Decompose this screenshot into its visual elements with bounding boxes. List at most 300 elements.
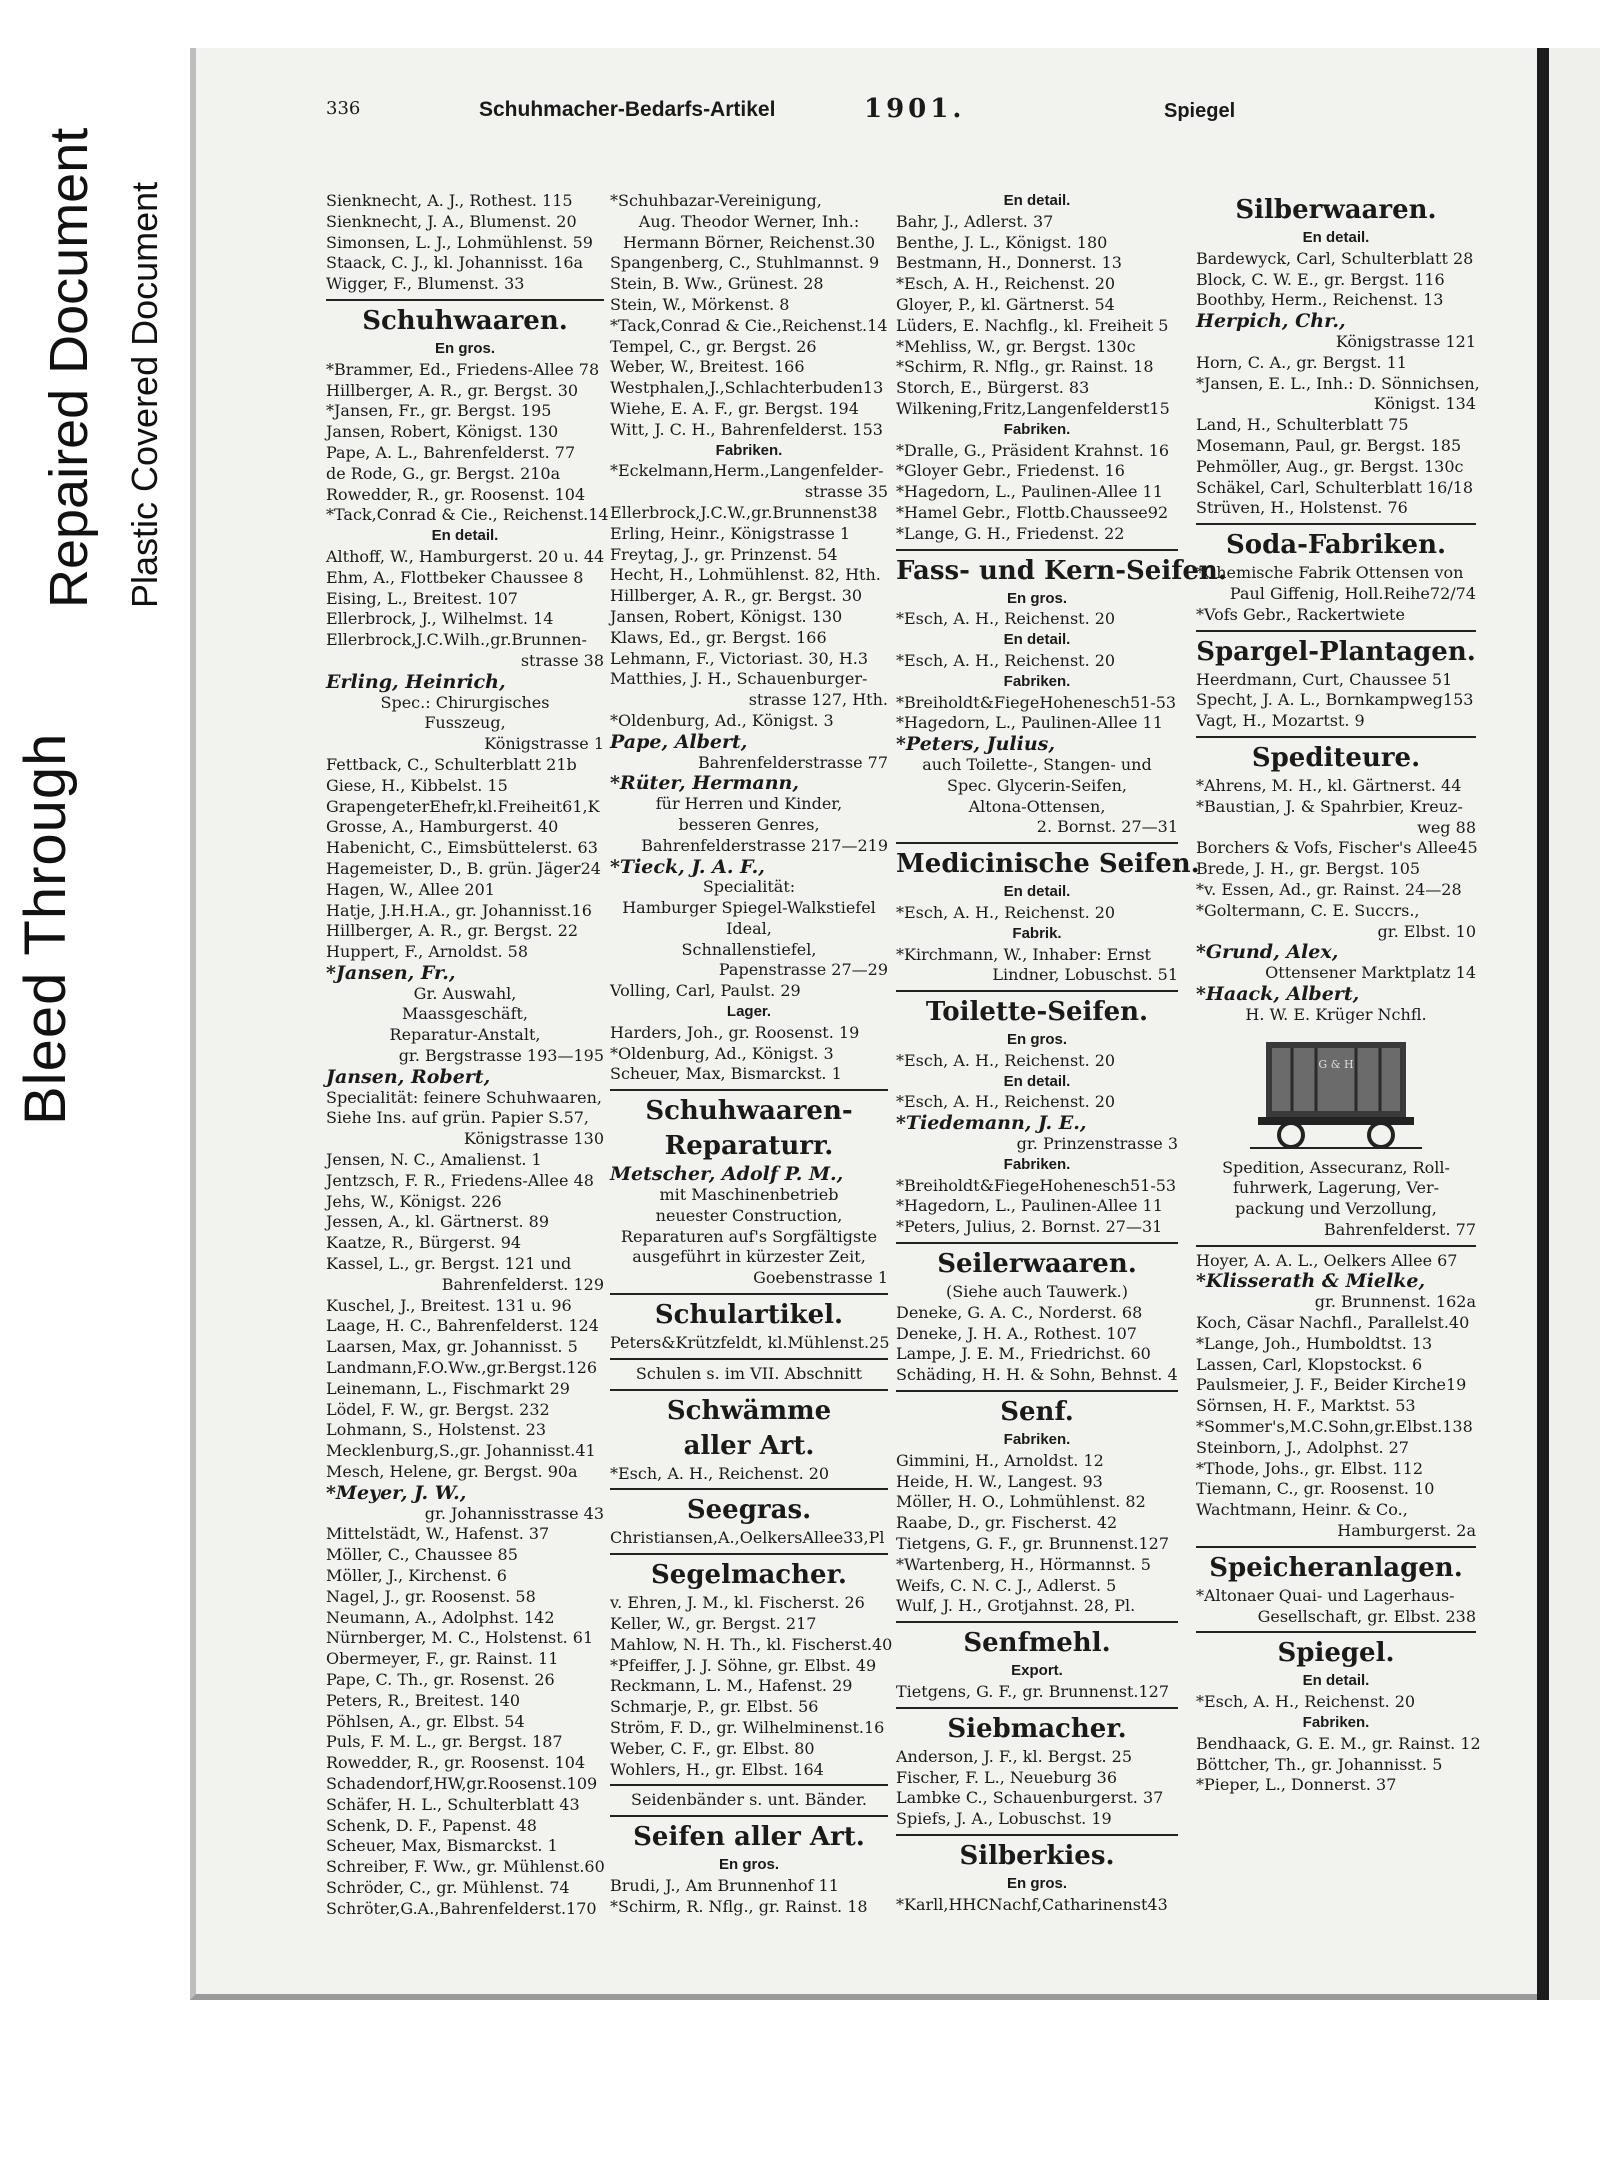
section-rule <box>1196 1245 1476 1247</box>
section-rule <box>896 549 1178 551</box>
entry-line: Deneke, J. H. A., Rothest. 107 <box>896 1323 1137 1343</box>
entry-line: Schröder, C., gr. Mühlenst. 74 <box>326 1877 570 1897</box>
entry-line: Gloyer, P., kl. Gärtnerst. 54 <box>896 294 1115 314</box>
entry-line: Scheuer, Max, Bismarckst. 1 <box>326 1836 558 1856</box>
highlighted-firm: *Rüter, Hermann, <box>610 772 799 795</box>
centered-line: Hamburger Spiegel-Walkstiefel <box>622 898 876 918</box>
entry-line: Simonsen, L. J., Lohmühlenst. 59 <box>326 232 593 252</box>
entry-line: Mesch, Helene, gr. Bergst. 90a <box>326 1462 578 1482</box>
subheading: Fabriken. <box>715 441 783 459</box>
entry-line: Neumann, A., Adolphst. 142 <box>326 1607 555 1627</box>
entry-line: Möller, H. O., Lohmühlenst. 82 <box>896 1492 1146 1512</box>
category-heading: aller Art. <box>683 1430 815 1461</box>
entry-line: Anderson, J. F., kl. Bergst. 25 <box>896 1746 1133 1766</box>
centered-line: Specialität: <box>702 877 796 897</box>
section-rule <box>610 1488 888 1490</box>
entry-line: Pöhlsen, A., gr. Elbst. 54 <box>326 1711 525 1731</box>
entry-line: Schäkel, Carl, Schulterblatt 16/18 <box>1196 477 1474 497</box>
entry-line: Reckmann, L. M., Hafenst. 29 <box>610 1676 853 1696</box>
entry-line: Heide, H. W., Langest. 93 <box>896 1471 1103 1491</box>
entry-line: de Rode, G., gr. Bergst. 210a <box>326 463 561 483</box>
category-heading: Senfmehl. <box>963 1628 1111 1659</box>
section-rule <box>1196 523 1476 525</box>
highlighted-firm: *Peters, Julius, <box>896 733 1055 756</box>
subheading: En gros. <box>1006 1031 1067 1049</box>
entry-line: Borchers & Vofs, Fischer's Allee45 <box>1196 838 1478 858</box>
category-heading: Schuhwaaren. <box>362 305 568 336</box>
entry-line: Möller, C., Chaussee 85 <box>326 1545 518 1565</box>
category-heading: Schwämme <box>666 1395 832 1426</box>
category-heading: Spargel-Plantagen. <box>1196 636 1476 667</box>
entry-line: Matthies, J. H., Schauenburger- <box>610 669 868 689</box>
subheading: Fabriken. <box>1003 672 1071 690</box>
entry-line: Wohlers, H., gr. Elbst. 164 <box>610 1759 824 1779</box>
entry-line: Rowedder, R., gr. Roosenst. 104 <box>326 484 586 504</box>
section-rule <box>896 990 1178 992</box>
entry-line: *Schirm, R. Nflg., gr. Rainst. 18 <box>610 1896 868 1916</box>
entry-line: Schäfer, H. L., Schulterblatt 43 <box>326 1794 580 1814</box>
label-plastic-covered: Plastic Covered Document <box>124 181 165 608</box>
entry-line: Schröter,G.A.,Bahrenfelderst.170 <box>326 1898 597 1918</box>
entry-line: Kuschel, J., Breitest. 131 u. 96 <box>326 1295 572 1315</box>
entry-line: Lampe, J. E. M., Friedrichst. 60 <box>896 1344 1151 1364</box>
subheading: Lager. <box>726 1003 772 1021</box>
category-heading: Seifen aller Art. <box>633 1822 865 1853</box>
entry-line: *Wartenberg, H., Hörmannst. 5 <box>896 1554 1151 1574</box>
entry-line: Laarsen, Max, gr. Johannisst. 5 <box>326 1337 578 1357</box>
book-gutter <box>1537 48 1549 2000</box>
category-heading: Siebmacher. <box>947 1713 1127 1744</box>
entry-line: Bardewyck, Carl, Schulterblatt 28 <box>1196 248 1474 268</box>
entry-line: Bendhaack, G. E. M., gr. Rainst. 12 <box>1196 1733 1481 1753</box>
highlighted-firm: *Haack, Albert, <box>1196 982 1360 1005</box>
category-heading: Toilette-Seifen. <box>925 997 1149 1028</box>
subheading: Fabriken. <box>1003 1431 1071 1449</box>
category-heading: Silberkies. <box>959 1841 1115 1871</box>
entry-line: Lassen, Carl, Klopstockst. 6 <box>1196 1354 1423 1374</box>
entry-line: Pape, A. L., Bahrenfelderst. 77 <box>326 442 576 462</box>
entry-line: Heerdmann, Curt, Chaussee 51 <box>1196 669 1453 689</box>
centered-line: H. W. E. Krüger Nchfl. <box>1245 1004 1427 1024</box>
centered-line: Schulen s. im VII. Abschnitt <box>635 1363 863 1383</box>
entry-line: *Oldenburg, Ad., Königst. 3 <box>610 1043 834 1063</box>
entry-line: Koch, Cäsar Nachfl., Parallelst.40 <box>1196 1313 1470 1333</box>
entry-line: *Pieper, L., Donnerst. 37 <box>1196 1775 1397 1795</box>
entry-line: *Eckelmann,Herm.,Langenfelder- <box>610 461 884 481</box>
entry-line: Wigger, F., Blumenst. 33 <box>326 274 525 294</box>
entry-line: Pehmöller, Aug., gr. Bergst. 130c <box>1196 456 1464 476</box>
entry-line: *Esch, A. H., Reichenst. 20 <box>896 274 1116 294</box>
centered-line: Fusszeug, <box>424 713 506 733</box>
entry-line: Ellerbrock,J.C.W.,gr.Brunnenst38 <box>610 502 878 522</box>
continuation-line: Lindner, Lobuschst. 51 <box>992 965 1178 985</box>
section-rule <box>896 842 1178 844</box>
entry-line: Weber, W., Breitest. 166 <box>610 357 805 377</box>
adjacent-page-edge <box>1549 48 1600 2000</box>
entry-line: *Schirm, R. Nflg., gr. Rainst. 18 <box>896 357 1154 377</box>
centered-line: Ideal, <box>726 918 772 938</box>
centered-line: Aug. Theodor Werner, Inh.: <box>638 211 860 231</box>
section-rule <box>610 1784 888 1786</box>
entry-line: Freytag, J., gr. Prinzenst. 54 <box>610 544 838 564</box>
entry-line: Mosemann, Paul, gr. Bergst. 185 <box>1196 435 1462 455</box>
category-heading: Medicinische Seifen. <box>896 849 1200 880</box>
entry-line: Althoff, W., Hamburgerst. 20 u. 44 <box>326 546 605 566</box>
section-rule <box>896 1390 1178 1392</box>
continuation-line: strasse 38 <box>520 650 604 670</box>
subheading: En gros. <box>434 339 495 357</box>
centered-line: auch Toilette-, Stangen- und <box>922 754 1152 774</box>
entry-line: Leinemann, L., Fischmarkt 29 <box>326 1378 570 1398</box>
entry-line: Tiemann, C., gr. Roosenst. 10 <box>1196 1479 1435 1499</box>
entry-line: Boothby, Herm., Reichenst. 13 <box>1196 290 1444 310</box>
entry-line: Eising, L., Breitest. 107 <box>326 588 518 608</box>
entry-line: Land, H., Schulterblatt 75 <box>1196 415 1409 435</box>
entry-line: Lohmann, S., Holstenst. 23 <box>326 1420 546 1440</box>
subheading: En detail. <box>1302 229 1370 246</box>
centered-line: (Siehe auch Tauwerk.) <box>946 1282 1128 1302</box>
entry-line: *Esch, A. H., Reichenst. 20 <box>896 902 1116 922</box>
continuation-line: gr. Johannisstrasse 43 <box>424 1503 604 1523</box>
entry-line: Spangenberg, C., Stuhlmannst. 9 <box>610 253 880 273</box>
continuation-line: Bahrenfelderst. 77 <box>1323 1219 1476 1239</box>
category-heading: Seilerwaaren. <box>937 1249 1137 1280</box>
entry-line: Peters, R., Breitest. 140 <box>326 1690 520 1710</box>
entry-line: Paulsmeier, J. F., Beider Kirche19 <box>1196 1375 1467 1395</box>
entry-line: Mecklenburg,S.,gr. Johannisst.41 <box>326 1441 596 1461</box>
entry-line: *Oldenburg, Ad., Königst. 3 <box>610 710 834 730</box>
subheading: En gros. <box>718 1856 779 1874</box>
entry-line: *Lange, Joh., Humboldtst. 13 <box>1196 1333 1433 1353</box>
highlighted-firm: Herpich, Chr., <box>1196 310 1346 333</box>
entry-line: Habenicht, C., Eimsbüttelerst. 63 <box>326 838 598 858</box>
continuation-line: gr. Bergstrasse 193—195 <box>398 1046 604 1066</box>
category-heading: Fass- und Kern-Seifen. <box>896 555 1227 586</box>
continuation-line: Königstrasse 130 <box>463 1129 604 1149</box>
section-rule <box>896 1621 1178 1623</box>
entry-line: *Hagedorn, L., Paulinen-Allee 11 <box>896 713 1163 733</box>
highlighted-firm: Jansen, Robert, <box>326 1065 491 1088</box>
entry-line: *Peters, Julius, 2. Bornst. 27—31 <box>896 1217 1163 1237</box>
entry-line: Ehm, A., Flottbeker Chaussee 8 <box>326 567 584 587</box>
wagon-icon <box>1246 1032 1426 1152</box>
category-heading: Schulartikel. <box>654 1300 844 1331</box>
entry-line: Obermeyer, F., gr. Rainst. 11 <box>326 1649 559 1669</box>
running-head-right: Spiegel <box>1164 100 1236 122</box>
column-1 <box>326 191 609 1920</box>
entry-line: Hillberger, A. R., gr. Bergst. 30 <box>326 380 579 400</box>
section-title: Schuhmacher-Bedarfs-Artikel <box>479 98 776 121</box>
entry-line: Schenk, D. F., Papenst. 48 <box>326 1815 537 1835</box>
entry-line: *Thode, Johs., gr. Elbst. 112 <box>1196 1458 1424 1478</box>
entry-line: Wachtmann, Heinr. & Co., <box>1196 1500 1408 1520</box>
entry-line: *Lange, G. H., Friedenst. 22 <box>896 523 1125 543</box>
entry-line: *Sommer's,M.C.Sohn,gr.Elbst.138 <box>1196 1417 1473 1437</box>
entry-line: Weifs, C. N. C. J., Adlerst. 5 <box>896 1575 1117 1595</box>
entry-line: v. Ehren, J. M., kl. Fischerst. 26 <box>610 1593 865 1613</box>
entry-line: Pape, C. Th., gr. Rosenst. 26 <box>326 1669 555 1689</box>
continuation-line: Königstrasse 1 <box>484 734 604 754</box>
continuation-line: Königst. 134 <box>1373 394 1476 414</box>
subheading: En detail. <box>1003 631 1071 649</box>
subheading: En gros. <box>1006 589 1067 607</box>
entry-line: Ellerbrock,J.C.Wilh.,gr.Brunnen- <box>326 630 587 650</box>
subheading: En detail. <box>1003 1072 1071 1090</box>
continuation-line: gr. Brunnenst. 162a <box>1314 1292 1476 1312</box>
entry-line: *Jansen, E. L., Inh.: D. Sönnichsen, <box>1196 373 1480 393</box>
entry-line: Nagel, J., gr. Roosenst. 58 <box>326 1586 536 1606</box>
centered-line: besseren Genres, <box>678 814 820 834</box>
entry-line: Schäding, H. H. & Sohn, Behnst. 4 <box>896 1365 1178 1385</box>
highlighted-firm: Metscher, Adolf P. M., <box>610 1163 844 1186</box>
entry-line: Tietgens, G. F., gr. Brunnenst.127 <box>896 1682 1169 1702</box>
entry-line: *Hagedorn, L., Paulinen-Allee 11 <box>896 1196 1163 1216</box>
entry-line: *Chemische Fabrik Ottensen von <box>1196 563 1464 583</box>
entry-line: *Esch, A. H., Reichenst. 20 <box>896 609 1116 629</box>
continuation-line: Bahrenfelderstrasse 77 <box>697 752 888 772</box>
category-heading: Speicheranlagen. <box>1209 1552 1463 1583</box>
centered-line: ausgeführt in kürzester Zeit, <box>632 1247 866 1267</box>
highlighted-firm: *Klisserath & Mielke, <box>1196 1270 1426 1293</box>
centered-line: Spec.: Chirurgisches <box>380 692 550 712</box>
entry-line: *Tack,Conrad & Cie., Reichenst.14 <box>326 505 609 525</box>
entry-line: Staack, C. J., kl. Johannisst. 16a <box>326 253 584 273</box>
centered-line: Schnallenstiefel, <box>681 939 817 959</box>
subheading: Export. <box>1011 1662 1063 1680</box>
label-bleed-through: Bleed Through <box>13 732 78 1125</box>
subheading: En detail. <box>1302 1672 1370 1690</box>
entry-line: Hagemeister, D., B. grün. Jäger24 <box>326 858 601 878</box>
entry-line: Jansen, Robert, Königst. 130 <box>610 606 843 626</box>
entry-line: *Jansen, Fr., gr. Bergst. 195 <box>326 401 552 421</box>
highlighted-firm: *Jansen, Fr., <box>326 961 456 984</box>
entry-line: *Altonaer Quai- und Lagerhaus- <box>1196 1585 1455 1605</box>
entry-line: Lüders, E. Nachflg., kl. Freiheit 5 <box>896 315 1169 335</box>
entry-line: GrapengeterEhefr,kl.Freiheit61,K <box>326 796 600 816</box>
entry-line: *Breiholdt&FiegeHohenesch51-53 <box>896 692 1177 712</box>
continuation-line: Goebenstrasse 1 <box>753 1268 888 1288</box>
entry-line: Mahlow, N. H. Th., kl. Fischerst.40 <box>610 1634 893 1654</box>
continuation-line: Papenstrasse 27—29 <box>718 960 888 980</box>
entry-line: Hatje, J.H.H.A., gr. Johannisst.16 <box>326 900 592 920</box>
entry-line: Hillberger, A. R., gr. Bergst. 22 <box>326 921 579 941</box>
entry-line: Scheuer, Max, Bismarckst. 1 <box>610 1064 842 1084</box>
subheading: Fabriken. <box>1003 1155 1071 1173</box>
entry-line: *Goltermann, C. E. Succrs., <box>1196 900 1420 920</box>
entry-line: Specialität: feinere Schuhwaaren, <box>326 1087 602 1107</box>
entry-line: *Hamel Gebr., Flottb.Chaussee92 <box>896 502 1169 522</box>
entry-line: *Mehliss, W., gr. Bergst. 130c <box>896 336 1136 356</box>
entry-line: *Kirchmann, W., Inhaber: Ernst <box>896 944 1151 964</box>
margin-labels <box>0 0 185 2177</box>
entry-line: Bahr, J., Adlerst. 37 <box>896 211 1054 231</box>
entry-line: *Breiholdt&FiegeHohenesch51-53 <box>896 1175 1177 1195</box>
entry-line: Weber, C. F., gr. Elbst. 80 <box>610 1738 815 1758</box>
section-rule <box>1196 630 1476 632</box>
entry-line: Erling, Heinr., Königstrasse 1 <box>610 523 851 543</box>
section-rule <box>326 299 604 301</box>
continuation-line: gr. Elbst. 10 <box>1377 921 1476 941</box>
section-rule <box>610 1358 888 1360</box>
subheading: En gros. <box>1006 1875 1067 1892</box>
centered-line: Seidenbänder s. unt. Bänder. <box>631 1790 867 1810</box>
entry-line: Hillberger, A. R., gr. Bergst. 30 <box>610 586 863 606</box>
centered-line: Altona-Ottensen, <box>968 796 1106 816</box>
entry-line: Bestmann, H., Donnerst. 13 <box>896 253 1122 273</box>
entry-line: Böttcher, Th., gr. Johannisst. 5 <box>1196 1754 1443 1774</box>
centered-line: packung und Verzollung, <box>1235 1199 1437 1219</box>
highlighted-firm: Erling, Heinrich, <box>326 670 506 693</box>
centered-line: für Herren und Kinder, <box>655 794 843 814</box>
entry-line: Jentzsch, F. R., Friedens-Allee 48 <box>326 1170 594 1190</box>
section-rule <box>1196 736 1476 738</box>
entry-line: Landmann,F.O.Ww.,gr.Bergst.126 <box>326 1358 598 1378</box>
category-heading: Silberwaaren. <box>1235 195 1437 225</box>
section-rule <box>1196 1631 1476 1633</box>
centered-line: fuhrwerk, Lagerung, Ver- <box>1232 1178 1439 1198</box>
wagon-sign-text: G & H <box>1318 1057 1354 1071</box>
entry-line: Mittelstädt, W., Hafenst. 37 <box>326 1524 550 1544</box>
entry-line: Grosse, A., Hamburgerst. 40 <box>326 817 559 837</box>
entry-line: Spiefs, J. A., Lobuschst. 19 <box>896 1809 1112 1829</box>
entry-line: Raabe, D., gr. Fischerst. 42 <box>896 1513 1118 1533</box>
entry-line: Puls, F. M. L., gr. Bergst. 187 <box>326 1732 563 1752</box>
entry-line: Sörnsen, H. F., Marktst. 53 <box>1196 1396 1416 1416</box>
section-rule <box>610 1389 888 1391</box>
continuation-line: Hamburgerst. 2a <box>1337 1521 1476 1541</box>
entry-line: *Karll,HHCNachf,Catharinenst43 <box>896 1894 1168 1914</box>
entry-line: *Esch, A. H., Reichenst. 20 <box>896 1092 1116 1112</box>
subheading: Fabriken. <box>1003 420 1071 438</box>
centered-line: Reparatur-Anstalt, <box>389 1025 541 1045</box>
entry-line: *Schuhbazar-Vereinigung, <box>610 191 822 210</box>
section-rule <box>610 1089 888 1091</box>
entry-line: Wilkening,Fritz,Langenfelderst15 <box>896 398 1170 418</box>
subheading: Fabrik. <box>1012 924 1062 942</box>
entry-line: Brede, J. H., gr. Bergst. 105 <box>1196 859 1421 879</box>
section-rule <box>610 1293 888 1295</box>
entry-line: Schadendorf,HW,gr.Roosenst.109 <box>326 1773 598 1793</box>
entry-line: Tempel, C., gr. Bergst. 26 <box>610 336 817 356</box>
entry-line: Kaatze, R., Bürgerst. 94 <box>326 1233 522 1253</box>
entry-line: Stein, B. Ww., Grünest. 28 <box>610 274 824 294</box>
section-rule <box>896 1834 1178 1836</box>
entry-line: Ström, F. D., gr. Wilhelminenst.16 <box>610 1718 885 1738</box>
entry-line: Strüven, H., Holstenst. 76 <box>1196 498 1408 518</box>
entry-line: Vagt, H., Mozartst. 9 <box>1196 711 1365 731</box>
entry-line: *Esch, A. H., Reichenst. 20 <box>896 1050 1116 1070</box>
entry-line: *Ahrens, M. H., kl. Gärtnerst. 44 <box>1196 775 1462 795</box>
category-heading: Segelmacher. <box>651 1560 847 1591</box>
entry-line: *Esch, A. H., Reichenst. 20 <box>610 1463 830 1483</box>
subheading: En detail. <box>1003 883 1071 901</box>
continuation-line: Gesellschaft, gr. Elbst. 238 <box>1257 1606 1476 1626</box>
entry-line: Wiehe, E. A. F., gr. Bergst. 194 <box>610 398 859 418</box>
entry-line: Sienknecht, J. A., Blumenst. 20 <box>326 211 577 231</box>
highlighted-firm: *Tieck, J. A. F., <box>610 855 765 878</box>
centered-line: Maassgeschäft, <box>401 1004 529 1024</box>
column-4 <box>1196 191 1481 1796</box>
entry-line: Tietgens, G. F., gr. Brunnenst.127 <box>896 1534 1169 1554</box>
column-2 <box>610 191 893 1918</box>
category-heading: Spediteure. <box>1251 742 1421 773</box>
entry-line: Fettback, C., Schulterblatt 21b <box>326 754 577 774</box>
continuation-line: gr. Prinzenstrasse 3 <box>1016 1134 1178 1154</box>
entry-line: Benthe, J. L., Königst. 180 <box>896 232 1108 252</box>
entry-line: Keller, W., gr. Bergst. 217 <box>610 1614 817 1634</box>
entry-line: Jessen, A., kl. Gärtnerst. 89 <box>326 1212 550 1232</box>
centered-line: neuester Construction, <box>655 1205 843 1225</box>
entry-line: Hecht, H., Lohmühlenst. 82, Hth. <box>610 565 881 585</box>
highlighted-firm: *Tiedemann, J. E., <box>896 1112 1087 1135</box>
entry-line: Sienknecht, A. J., Rothest. 115 <box>326 191 573 210</box>
entry-line: Witt, J. C. H., Bahrenfelderst. 153 <box>610 419 883 439</box>
category-heading: Soda-Fabriken. <box>1225 530 1447 561</box>
entry-line: Christiansen,A.,OelkersAllee33,Pl <box>610 1528 885 1548</box>
entry-line: Kassel, L., gr. Bergst. 121 und <box>326 1254 572 1274</box>
entry-line: Ellerbrock, J., Wilhelmst. 14 <box>326 609 554 629</box>
entry-line: Jehs, W., Königst. 226 <box>326 1191 502 1211</box>
centered-line: mit Maschinenbetrieb <box>659 1185 839 1205</box>
continuation-line: Königstrasse 121 <box>1335 331 1476 351</box>
continuation-line: weg 88 <box>1417 817 1476 837</box>
section-rule <box>610 1815 888 1817</box>
subheading: En detail. <box>431 527 499 545</box>
entry-line: *Esch, A. H., Reichenst. 20 <box>896 650 1116 670</box>
category-heading: Reparaturr. <box>664 1131 834 1162</box>
centered-line: Spec. Glycerin-Seifen, <box>947 775 1127 795</box>
entry-line: *Tack,Conrad & Cie.,Reichenst.14 <box>610 315 888 335</box>
scanned-page <box>190 48 1542 2000</box>
entry-line: *Hagedorn, L., Paulinen-Allee 11 <box>896 482 1163 502</box>
entry-line: Lödel, F. W., gr. Bergst. 232 <box>326 1399 550 1419</box>
entry-line: Jensen, N. C., Amalienst. 1 <box>326 1150 542 1170</box>
entry-line: Lehmann, F., Victoriast. 30, H.3 <box>610 648 869 668</box>
highlighted-firm: *Meyer, J. W., <box>326 1481 467 1504</box>
entry-line: *Esch, A. H., Reichenst. 20 <box>1196 1692 1416 1712</box>
continuation-line: Paul Giffenig, Holl.Reihe72/74 <box>1229 583 1476 603</box>
continuation-line: strasse 35 <box>804 482 888 502</box>
section-rule <box>1196 1546 1476 1548</box>
highlighted-firm: *Grund, Alex, <box>1196 941 1339 964</box>
highlighted-firm: Pape, Albert, <box>610 730 748 753</box>
entry-line: Rowedder, R., gr. Roosenst. 104 <box>326 1753 586 1773</box>
entry-line: Stein, W., Mörkenst. 8 <box>610 294 790 314</box>
entry-line: Möller, J., Kirchenst. 6 <box>326 1566 507 1585</box>
entry-line: Gimmini, H., Arnoldst. 12 <box>896 1450 1104 1470</box>
entry-line: Horn, C. A., gr. Bergst. 11 <box>1196 352 1407 372</box>
category-heading: Senf. <box>1000 1397 1074 1428</box>
year: 1901. <box>864 94 966 124</box>
section-rule <box>896 1707 1178 1709</box>
entry-line: Brudi, J., Am Brunnenhof 11 <box>610 1876 839 1895</box>
entry-line: Klaws, Ed., gr. Bergst. 166 <box>610 627 827 647</box>
subheading: Fabriken. <box>1302 1714 1370 1732</box>
centered-line: Spedition, Assecuranz, Roll- <box>1222 1157 1450 1177</box>
entry-line: Lambke C., Schauenburgerst. 37 <box>896 1788 1164 1808</box>
entry-line: *Gloyer Gebr., Friedenst. 16 <box>896 461 1125 481</box>
entry-line: Westphalen,J.,Schlachterbuden13 <box>610 378 884 398</box>
entry-line: *Baustian, J. & Spahrbier, Kreuz- <box>1196 796 1463 816</box>
entry-line: Schreiber, F. Ww., gr. Mühlenst.60 <box>326 1857 605 1877</box>
entry-line: Hoyer, A. A. L., Oelkers Allee 67 <box>1196 1250 1458 1270</box>
category-heading: Schuhwaaren- <box>645 1096 853 1127</box>
centered-line: Hermann Börner, Reichenst.30 <box>622 232 876 252</box>
centered-line: Reparaturen auf's Sorgfältigste <box>620 1226 878 1246</box>
entry-line: *Brammer, Ed., Friedens-Allee 78 <box>326 359 600 379</box>
entry-line: Steinborn, J., Adolphst. 27 <box>1196 1437 1409 1457</box>
category-heading: Seegras. <box>686 1495 812 1526</box>
